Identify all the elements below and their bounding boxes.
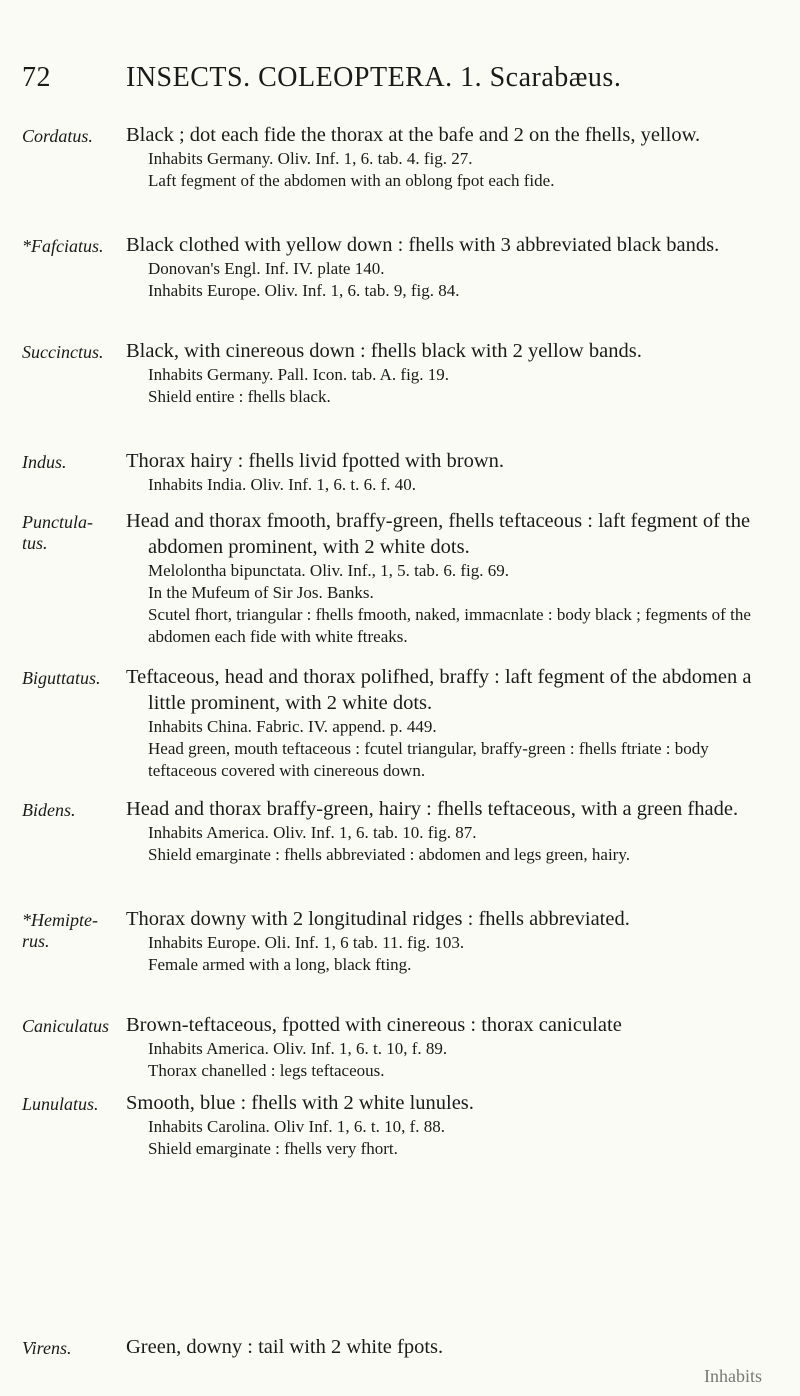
species-description: Green, downy : tail with 2 white fpots. [126,1336,444,1358]
species-description: Teftaceous, head and thorax polifhed, braffy : laft fegment of the abdomen a little prominent, with 2 white dots. [126,666,752,714]
note-line: Head green, mouth teftaceous : fcutel triangular, braffy-green : fhells ftriate : body teftaceous covered with cinereous down. [148,739,709,780]
species-name: Bidens. [22,800,76,820]
species-name: Indus. [22,452,67,472]
reference-line: Inhabits America. Oliv. Inf. 1, 6. t. 10, f. 89. [148,1039,448,1058]
species-description: Thorax hairy : fhells livid fpotted with brown. [126,450,505,472]
species-name [22,910,98,952]
species-description: Black, with cinereous down : fhells black with 2 yellow bands. [126,340,642,362]
note-line: Shield entire : fhells black. [148,387,331,406]
species-name-part: rus. [22,931,50,951]
species-description: Smooth, blue : fhells with 2 white lunules. [126,1092,474,1114]
page-number: 72 [22,62,51,93]
species-description: Brown-teftaceous, fpotted with cinereous : thorax caniculate [126,1014,622,1036]
species-name: Virens. [22,1338,72,1358]
species-description: Black clothed with yellow down : fhells with 3 abbreviated black bands. [126,234,720,256]
species-description: Head and thorax fmooth, braffy-green, fhells teftaceous : laft fegment of the abdomen prominent, with 2 white dots. [126,510,751,558]
species-name [22,512,93,554]
running-header [22,62,760,102]
note-line: Scutel fhort, triangular : fhells fmooth, naked, immacnlate : body black ; fegments of the abdomen each fide with white ftreaks. [148,605,751,646]
reference-line: Inhabits Europe. Oli. Inf. 1, 6 tab. 11. fig. 103. [148,933,465,952]
reference-line: Inhabits America. Oliv. Inf. 1, 6. tab. 10. fig. 87. [148,823,477,842]
reference-line: Donovan's Engl. Inf. IV. plate 140. [148,259,385,278]
species-description: Head and thorax braffy-green, hairy : fhells teftaceous, with a green fhade. [126,798,739,820]
species-description: Black ; dot each fide the thorax at the bafe and 2 on the fhells, yellow. [126,124,701,146]
note-line: Shield emarginate : fhells abbreviated : abdomen and legs green, hairy. [148,845,630,864]
reference-line: Inhabits Germany. Oliv. Inf. 1, 6. tab. 4. fig. 27. [148,149,473,168]
reference-line: Inhabits Europe. Oliv. Inf. 1, 6. tab. 9, fig. 84. [148,281,460,300]
reference-line: Melolontha bipunctata. Oliv. Inf., 1, 5. tab. 6. fig. 69. [148,561,510,580]
species-name: Caniculatus [22,1016,110,1036]
note-line: Thorax chanelled : legs teftaceous. [148,1061,385,1080]
reference-line: Inhabits India. Oliv. Inf. 1, 6. t. 6. f. 40. [148,475,417,494]
species-name: Biguttatus. [22,668,101,688]
species-name-part: *Hemipte- [22,910,98,930]
note-line: Laft fegment of the abdomen with an oblong fpot each fide. [148,171,555,190]
species-name-part: tus. [22,533,48,553]
species-name-part: Punctula- [22,512,93,532]
species-name: *Fafciatus. [22,236,104,256]
note-line: In the Mufeum of Sir Jos. Banks. [148,583,374,602]
reference-line: Inhabits China. Fabric. IV. append. p. 449. [148,717,437,736]
running-title: INSECTS. COLEOPTERA. 1. Scarabæus. [126,62,622,93]
species-name: Lunulatus. [22,1094,99,1114]
note-line: Shield emarginate : fhells very fhort. [148,1139,398,1158]
reference-line: Inhabits Germany. Pall. Icon. tab. A. fig. 19. [148,365,450,384]
catchword: Inhabits [704,1366,762,1386]
species-name: Cordatus. [22,126,93,146]
note-line: Female armed with a long, black fting. [148,955,412,974]
species-name: Succinctus. [22,342,104,362]
reference-line: Inhabits Carolina. Oliv Inf. 1, 6. t. 10, f. 88. [148,1117,445,1136]
species-description: Thorax downy with 2 longitudinal ridges : fhells abbreviated. [126,908,630,930]
